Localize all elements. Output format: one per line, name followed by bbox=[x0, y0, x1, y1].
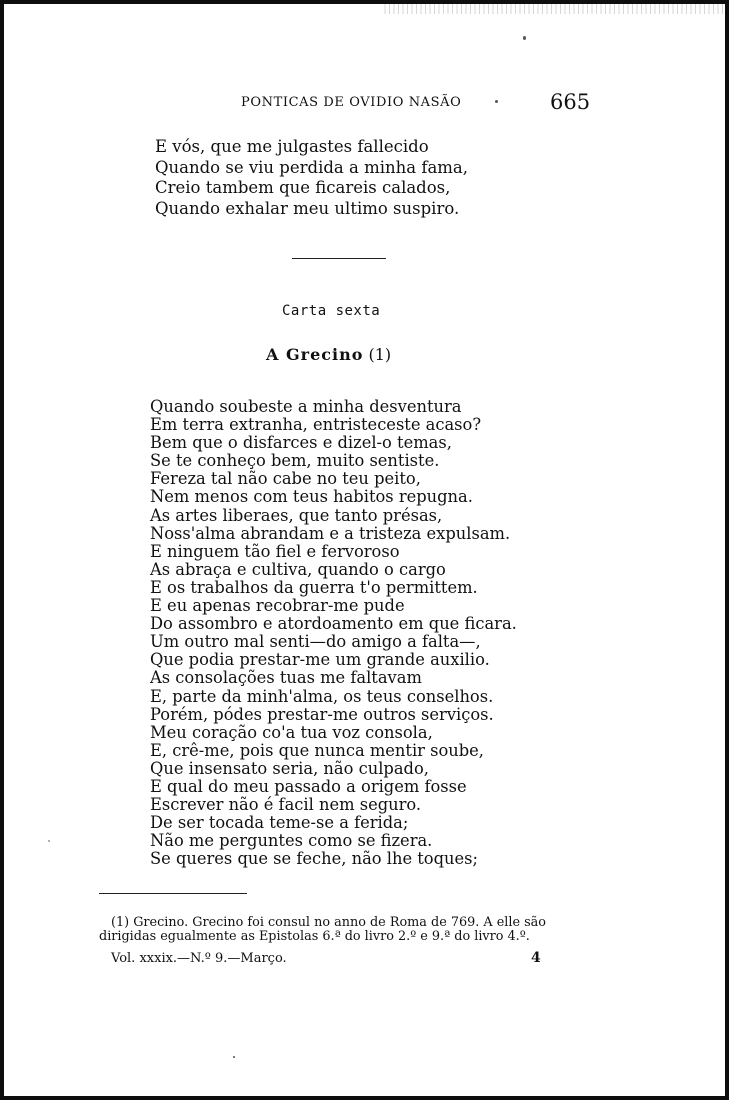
poem-line: Que podia prestar-me um grande auxilio. bbox=[150, 650, 490, 670]
stanza-line: Quando se viu perdida a minha fama, bbox=[155, 157, 469, 177]
poem-line: Escrever não é facil nem seguro. bbox=[150, 795, 422, 815]
poem-line: E qual do meu passado a origem fosse bbox=[150, 776, 467, 796]
printer-signature: Vol. xxxix.—N.º 9.—Março. bbox=[111, 951, 287, 966]
footnote-line: (1) Grecino. Grecino foi consul no anno de Roma de 769. A elle são bbox=[111, 915, 547, 930]
poem-line: Quando soubeste a minha desventura bbox=[150, 397, 462, 416]
poem-line: As consolações tuas me faltavam bbox=[150, 668, 422, 688]
stanza-line: Creio tambem que ficareis calados, bbox=[155, 178, 451, 197]
poem-line: E os trabalhos da guerra t'o permittem. bbox=[150, 577, 478, 597]
ink-speck bbox=[495, 100, 498, 103]
running-title: PONTICAS DE OVIDIO NASÃO bbox=[241, 95, 462, 110]
section-heading bbox=[266, 345, 391, 364]
poem-line: Bem que o disfarces e dizel-o temas, bbox=[150, 433, 452, 453]
heading-title: A Grecino bbox=[266, 345, 364, 364]
poem-line: Se queres que se feche, não lhe toques; bbox=[150, 849, 478, 869]
poem-line: E ninguem tão fiel e fervoroso bbox=[150, 541, 400, 561]
opening-stanza bbox=[155, 137, 468, 219]
footnote-divider bbox=[99, 893, 247, 894]
stanza-line: Quando exhalar meu ultimo suspiro. bbox=[155, 198, 460, 218]
poem-line: Meu coração co'a tua voz consola, bbox=[150, 722, 433, 742]
ink-speck bbox=[233, 1056, 235, 1058]
poem-line: Porém, pódes prestar-me outros serviços. bbox=[150, 704, 494, 724]
poem-line: Fereza tal não cabe no teu peito, bbox=[150, 469, 421, 489]
footnote-reference: (1) bbox=[368, 345, 392, 364]
poem-line: Que insensato seria, não culpado, bbox=[150, 758, 429, 778]
ink-speck bbox=[523, 36, 526, 40]
section-label: Carta sexta bbox=[282, 303, 381, 319]
poem-body bbox=[150, 398, 517, 868]
ink-speck bbox=[48, 840, 50, 842]
poem-line: As abraça e cultiva, quando o cargo bbox=[150, 559, 446, 579]
section-divider bbox=[292, 258, 386, 259]
poem-line: Se te conheço bem, muito sentiste. bbox=[150, 451, 440, 471]
footnote bbox=[99, 916, 579, 944]
poem-line: As artes liberaes, que tanto présas, bbox=[150, 505, 443, 525]
stanza-line: E vós, que me julgastes fallecido bbox=[155, 137, 429, 156]
scan-noise bbox=[384, 4, 724, 14]
poem-line: E eu apenas recobrar-me pude bbox=[150, 596, 405, 616]
poem-line: Do assombro e atordoamento em que ficara. bbox=[150, 614, 517, 634]
poem-line: De ser tocada teme-se a ferida; bbox=[150, 813, 409, 833]
page-number: 665 bbox=[550, 90, 591, 114]
poem-line: Não me perguntes como se fizera. bbox=[150, 831, 433, 851]
poem-line: E, crê-me, pois que nunca mentir soube, bbox=[150, 740, 484, 760]
poem-line: E, parte da minh'alma, os teus conselhos. bbox=[150, 686, 494, 706]
signature-number: 4 bbox=[531, 950, 541, 966]
poem-line: Um outro mal senti—do amigo a falta—, bbox=[150, 632, 481, 652]
footnote-line: dirigidas egualmente as Epistolas 6.ª do livro 2.º e 9.ª do livro 4.º. bbox=[99, 929, 530, 944]
poem-line: Em terra extranha, entristeceste acaso? bbox=[150, 415, 482, 435]
poem-line: Noss'alma abrandam e a tristeza expulsam. bbox=[150, 523, 511, 543]
poem-line: Nem menos com teus habitos repugna. bbox=[150, 487, 473, 507]
